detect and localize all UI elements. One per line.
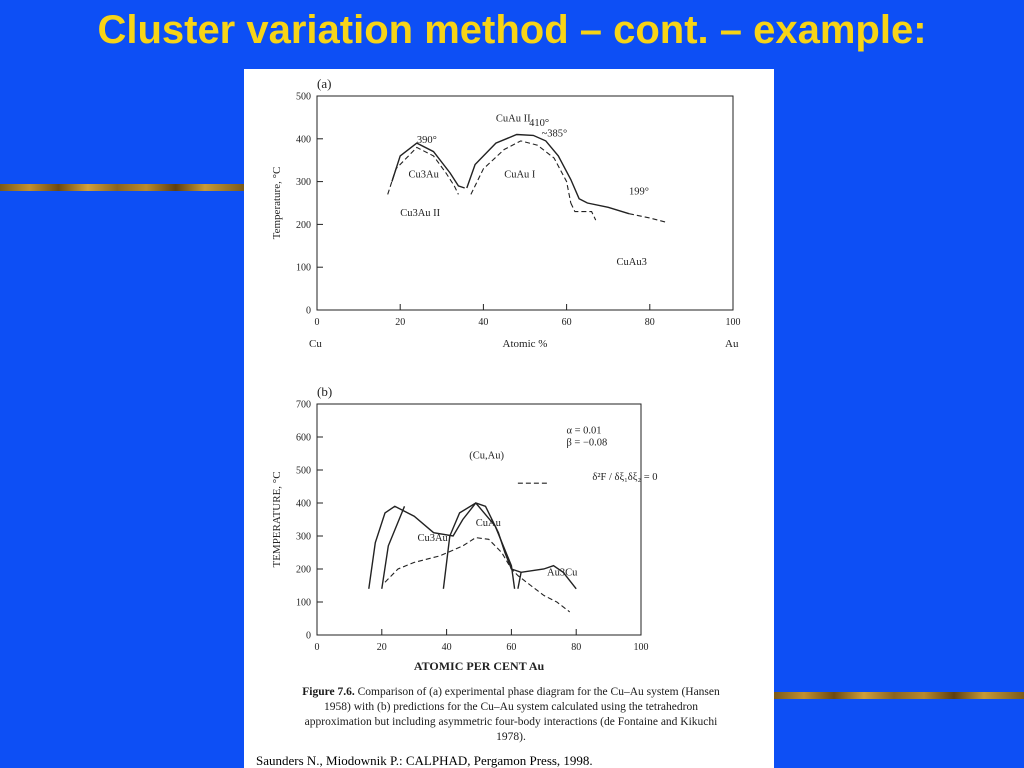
panel-a-xlabel: Atomic %	[502, 338, 548, 350]
figure-svg	[244, 69, 774, 768]
panel-a-xtick-label: 20	[395, 317, 406, 328]
panel-a-annotation: ~385°	[541, 128, 568, 140]
panel-b-annotation: α = 0.01	[566, 425, 602, 437]
panel-b-annotation: (Cu,Au)	[469, 450, 504, 462]
panel-a-xtick-label: 0	[314, 317, 320, 328]
panel-a-ytick-label: 500	[296, 91, 311, 103]
panel-a-series-1-line	[467, 135, 629, 214]
panel-a-ytick-label: 300	[296, 177, 311, 189]
slide-title: Cluster variation method – cont. – example:	[97, 8, 927, 52]
figure-caption	[296, 685, 726, 745]
figure-page	[244, 69, 774, 768]
panel-b-xtick-label: 100	[633, 642, 649, 653]
panel-a-series-0-line	[392, 143, 465, 188]
panel-b-ylabel: TEMPERATURE, °C	[271, 471, 283, 568]
panel-b-xtick-label: 0	[314, 642, 320, 653]
panel-b-annotation: CuAu	[475, 518, 501, 530]
panel-b-ytick-label: 0	[306, 630, 311, 642]
panel-a-series-5-line	[571, 203, 596, 220]
panel-b-ytick-label: 500	[296, 465, 311, 477]
panel-a-label: (a)	[317, 76, 332, 91]
panel-a-annotation: 410°	[529, 117, 550, 129]
panel-a-xtick-label: 40	[478, 317, 489, 328]
panel-b-ytick-label: 400	[296, 498, 311, 510]
panel-a-annotation: CuAu I	[504, 169, 536, 181]
citation: Saunders N., Miodownik P.: CALPHAD, Pergamon Press, 1998.	[256, 753, 593, 768]
panel-b-label: (b)	[317, 384, 333, 399]
panel-a-x-right-label: Au	[725, 338, 739, 350]
panel-a-series-4-line	[629, 214, 666, 223]
panel-b-ytick-label: 100	[296, 597, 311, 609]
panel-a-annotation: 390°	[416, 135, 437, 147]
panel-a-ytick-label: 0	[306, 305, 311, 317]
panel-a-annotation: Cu3Au	[408, 169, 439, 181]
panel-b-annotation: Au3Cu	[547, 567, 578, 579]
panel-b-annotation: Cu3Au	[417, 532, 448, 544]
panel-a-xtick-label: 100	[725, 317, 741, 328]
panel-b-ytick-label: 200	[296, 564, 311, 576]
panel-a-xtick-label: 60	[561, 317, 572, 328]
panel-a-annotation: CuAu3	[616, 257, 647, 269]
decorative-stripe-right	[774, 692, 1024, 699]
decorative-stripe-left	[0, 184, 244, 191]
panel-a-ytick-label: 100	[296, 262, 311, 274]
panel-b-xtick-label: 80	[571, 642, 582, 653]
panel-b-series-1-line	[382, 506, 405, 589]
panel-b-ytick-label: 600	[296, 432, 311, 444]
panel-b-series-5-line	[385, 538, 570, 612]
panel-a-ylabel: Temperature, °C	[271, 166, 283, 240]
panel-b-series-2-line	[443, 503, 475, 589]
panel-b-xlabel: ATOMIC PER CENT Au	[413, 659, 545, 673]
panel-b-series-3-line	[476, 503, 515, 589]
panel-b-ytick-label: 300	[296, 531, 311, 543]
panel-a-annotation: 199°	[629, 186, 649, 198]
panel-a-annotation: CuAu II	[495, 113, 531, 125]
panel-b-xtick-label: 40	[441, 642, 452, 653]
panel-a-frame	[317, 96, 733, 310]
panel-a-ytick-label: 200	[296, 219, 311, 231]
panel-a-xtick-label: 80	[644, 317, 655, 328]
panel-b-series-4-line	[518, 572, 521, 589]
panel-b-xtick-label: 60	[506, 642, 517, 653]
figure-label: Figure 7.6.	[302, 686, 355, 698]
panel-b-xtick-label: 20	[376, 642, 387, 653]
panel-a-ytick-label: 400	[296, 134, 311, 146]
panel-b-ytick-label: 700	[296, 399, 311, 411]
panel-b-annotation: δ²F / δξ₁δξ₂ = 0	[592, 471, 658, 483]
panel-a-annotation: Cu3Au II	[400, 207, 441, 219]
figure-caption-text: Comparison of (a) experimental phase diagram for the Cu–Au system (Hansen 1958) with (b) predictions for the Cu–Au system calculated using the tetrahedron approximation but including asymmetric four-body interactions (de Fontaine and Kikuchi 1978).	[304, 686, 720, 743]
panel-b-annotation: β = −0.08	[566, 437, 608, 449]
panel-a-x-left-label: Cu	[309, 338, 322, 350]
